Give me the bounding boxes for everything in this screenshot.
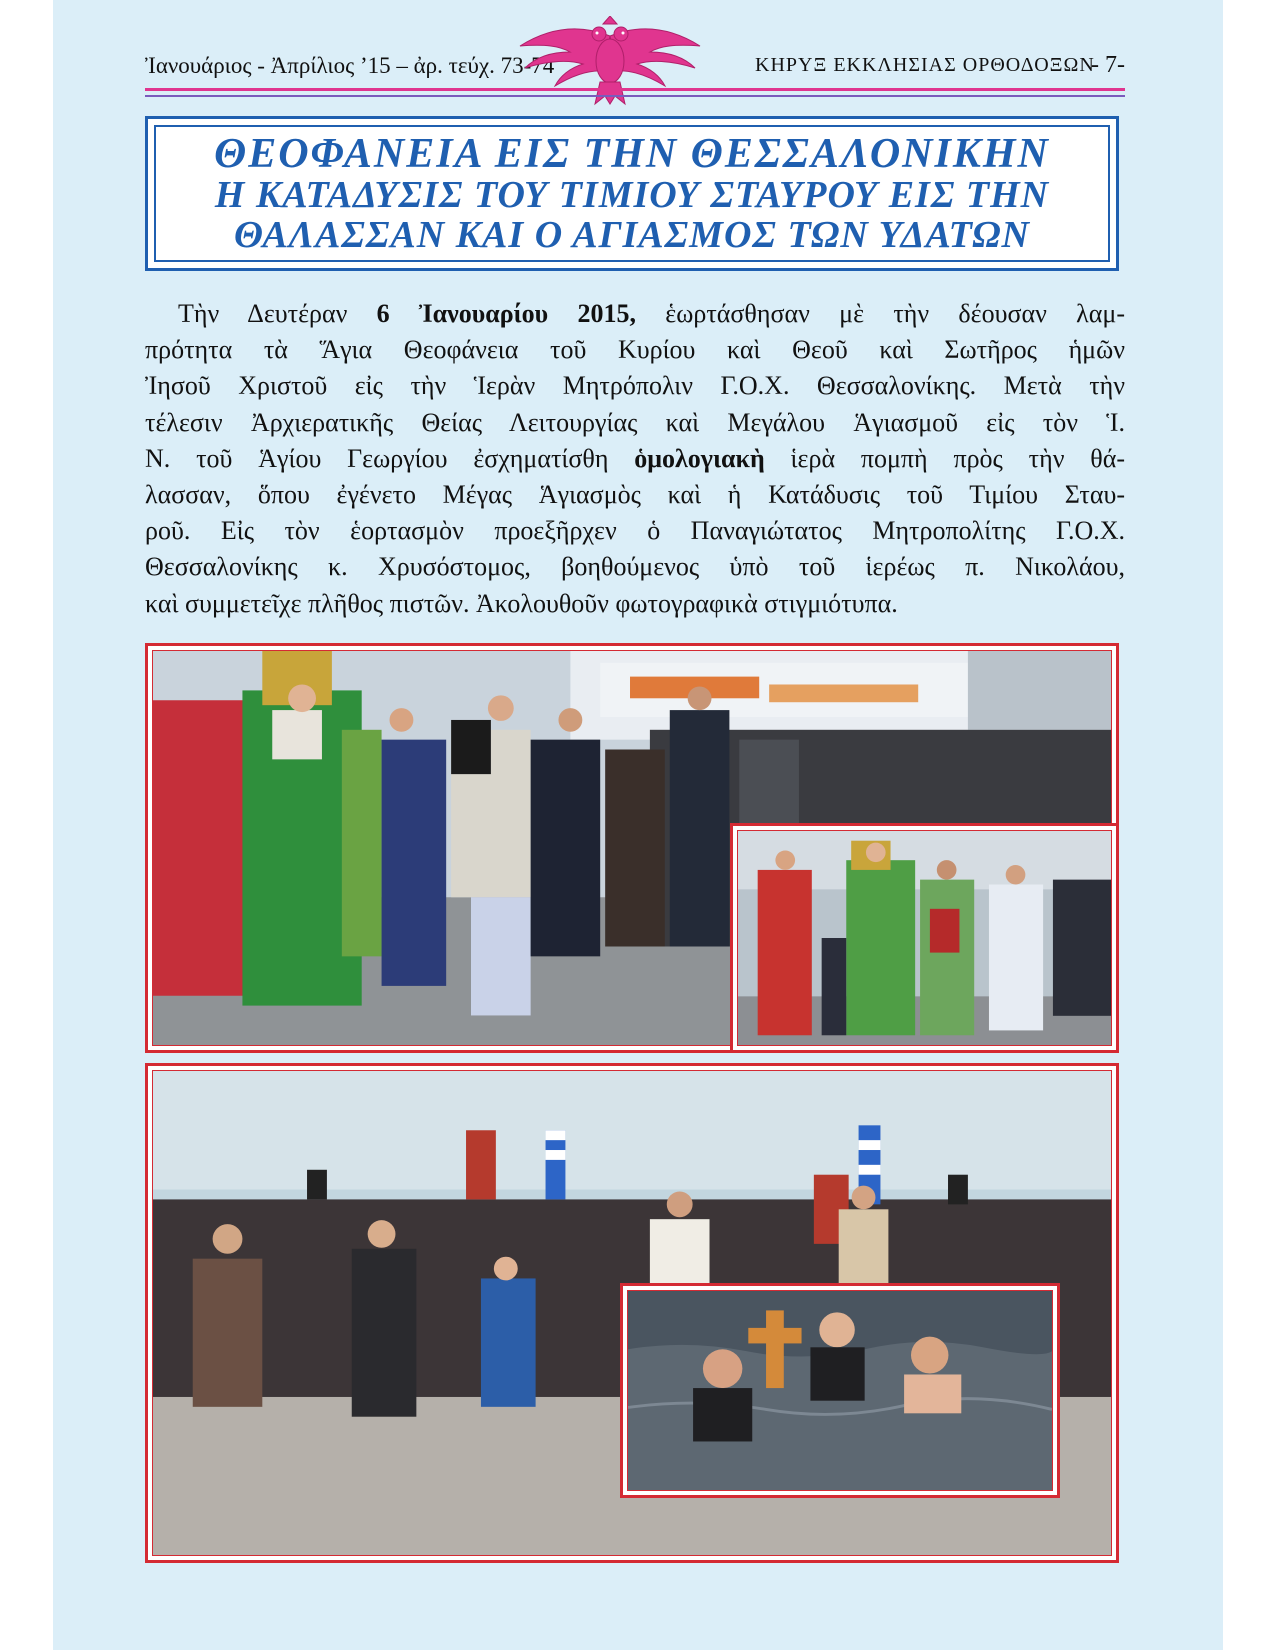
article-line: ροῦ. Εἰς τὸν ἑορτασμὸν προεξῆρχεν ὁ Παναγιώτατος Μητροπολίτης Γ.Ο.Χ.	[145, 516, 1125, 546]
photo-clergy	[730, 823, 1119, 1053]
article-line: λασσαν, ὅπου ἐγένετο Μέγας Ἁγιασμὸς καὶ ἡ Κατάδυσις τοῦ Τιμίου Σταυ-	[145, 480, 1125, 510]
issue-date: Ἰανουάριος - Ἀπρίλιος ’15 – ἀρ. τεύχ. 73-74	[145, 53, 555, 78]
title-line-3: ΘΑΛΑΣΣΑΝ ΚΑΙ Ο ΑΓΙΑΣΜΟΣ ΤΩΝ ΥΔΑΤΩΝ	[234, 213, 1030, 256]
title-line-2: Η ΚΑΤΑΔΥΣΙΣ ΤΟΥ ΤΙΜΙΟΥ ΣΤΑΥΡΟΥ ΕΙΣ ΤΗΝ	[214, 173, 1050, 216]
title-line-1: ΘΕΟΦΑΝΕΙΑ ΕΙΣ ΤΗΝ ΘΕΣΣΑΛΟΝΙΚΗΝ	[214, 130, 1050, 177]
text-run: ἑωρτάσθησαν μὲ τὴν δέουσαν λαμ-	[636, 299, 1126, 328]
article-line: Ἰησοῦ Χριστοῦ εἰς τὴν Ἱερὰν Μητρόπολιν Γ.Ο.Χ. Θεσσαλονίκης. Μετὰ τὴν	[145, 371, 1125, 401]
emphasis-bold: ὁμολογιακὴ	[634, 443, 765, 473]
header-rule-pink	[145, 88, 1125, 91]
article-line: πρότητα τὰ Ἅγια Θεοφάνεια τοῦ Κυρίου καὶ Θεοῦ καὶ Σωτῆρος ἡμῶν	[145, 335, 1125, 365]
date-bold: 6 Ἰανουαρίου 2015,	[376, 299, 636, 328]
article-line: Θεσσαλονίκης κ. Χρυσόστομος, βοηθούμενος ὑπὸ τοῦ ἱερέως π. Νικολάου,	[145, 552, 1125, 582]
swimmers-image	[628, 1291, 1052, 1490]
text-run: Τὴν Δευτέραν	[178, 299, 377, 328]
double-headed-eagle-icon	[515, 16, 705, 106]
clergy-image	[738, 831, 1111, 1045]
header-rule-purple	[145, 95, 1125, 97]
text-run: Ν. τοῦ Ἁγίου Γεωργίου ἐσχηματίσθη	[145, 443, 635, 473]
article-body	[145, 296, 1125, 622]
page-number: - 7-	[1091, 52, 1125, 78]
text-run: ἱερὰ πομπὴ πρὸς τὴν θά-	[764, 443, 1125, 473]
article-title-inner	[154, 125, 1110, 262]
publication-name: ΚΗΡΥΞ ΕΚΚΛΗΣΙΑΣ ΟΡΘΟΔΟΞΩΝ	[755, 54, 1095, 76]
article-line	[145, 296, 1125, 332]
article-title-box	[145, 116, 1119, 271]
photo-cross-in-water	[620, 1283, 1060, 1498]
article-line: καὶ συμμετεῖχε πλῆθος πιστῶν. Ἀκολουθοῦν φωτογραφικὰ στιγμιότυπα.	[145, 588, 898, 618]
page-header	[145, 38, 1125, 88]
article-line	[145, 441, 1125, 477]
article-line: τέλεσιν Ἀρχιερατικῆς Θείας Λειτουργίας καὶ Μεγάλου Ἁγιασμοῦ εἰς τὸν Ἱ.	[145, 407, 1125, 437]
